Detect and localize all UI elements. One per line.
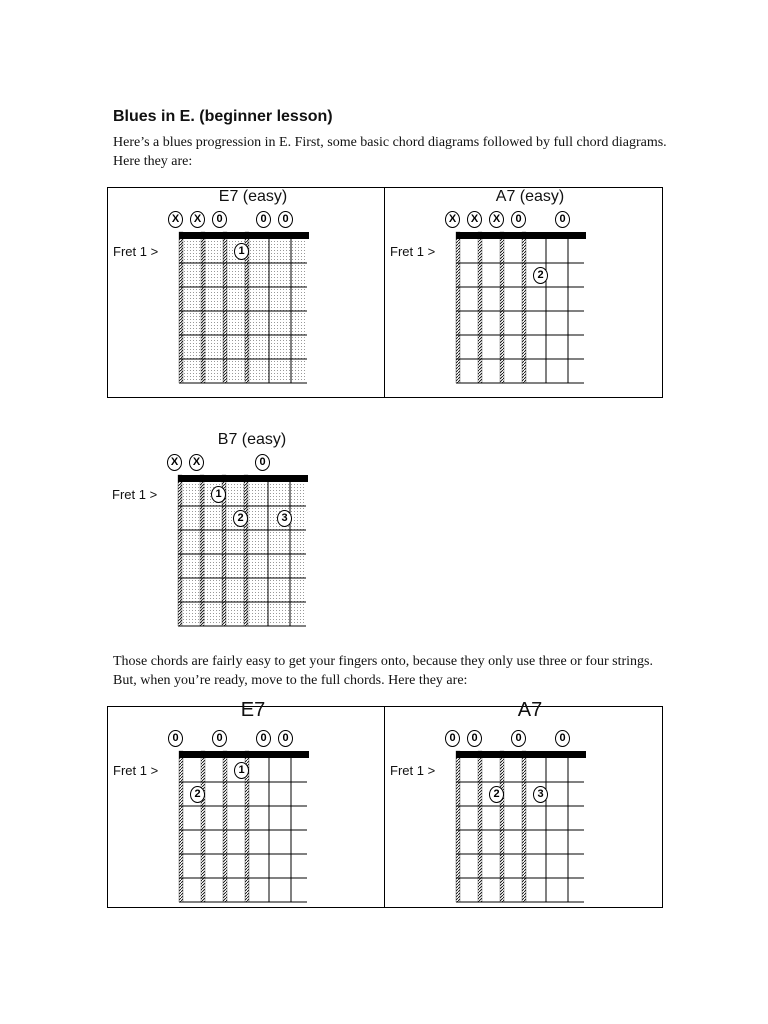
nut-bar [178,475,308,482]
finger-marker: 1 [234,243,249,260]
guitar-string [178,475,182,626]
open-string-marker: 0 [255,454,270,471]
guitar-string [478,751,482,902]
easy-chords-table [107,187,663,398]
guitar-string [568,232,569,383]
guitar-string [546,751,547,902]
guitar-string [568,751,569,902]
chord-diagram-a7-easy [390,188,600,393]
fret-label: Fret 1 > [112,487,158,502]
open-string-marker: 0 [256,730,271,747]
guitar-string [456,751,460,902]
open-string-marker: 0 [212,730,227,747]
finger-marker: 2 [533,267,548,284]
shaded-region [179,239,307,381]
guitar-string [522,232,526,383]
open-string-marker: 0 [278,211,293,228]
transition-paragraph: Those chords are fairly easy to get your fingers onto, because they only use three or four strings. But, when you’re ready, move to the full chords. Here they are: [113,654,654,688]
guitar-string [179,232,183,383]
open-string-marker: 0 [278,730,293,747]
fretboard-svg [452,751,580,911]
intro-paragraph: Here’s a blues progression in E. First, some basic chord diagrams followed by full chord diagrams. Here they are: [113,135,667,169]
guitar-string [201,232,205,383]
open-string-marker: 0 [555,211,570,228]
guitar-string [223,751,227,902]
guitar-string [179,751,183,902]
fret-label: Fret 1 > [113,763,159,778]
nut-bar [456,751,586,758]
guitar-string [478,232,482,383]
guitar-string [500,751,504,902]
guitar-string [244,475,248,626]
finger-marker: 2 [233,510,248,527]
table-divider [384,707,385,907]
chord-name: A7 (easy) [495,188,565,205]
guitar-string [456,232,460,383]
guitar-string [522,751,526,902]
guitar-string [200,475,204,626]
guitar-string [269,751,270,902]
nut-bar [179,232,309,239]
finger-marker: 3 [277,510,292,527]
open-string-marker: 0 [445,730,460,747]
fretboard-svg [174,475,302,635]
chord-name: E7 [240,699,266,721]
fretboard-grid [452,232,580,392]
fretboard-svg [452,232,580,392]
chord-diagram-e7-easy [113,188,323,393]
finger-marker: 2 [489,786,504,803]
guitar-string [223,232,227,383]
guitar-string [201,751,205,902]
guitar-string [268,475,269,626]
muted-string-marker: X [445,211,460,228]
chord-name: B7 (easy) [217,431,287,448]
chord-name: A7 [517,699,543,721]
fret-label: Fret 1 > [113,244,159,259]
muted-string-marker: X [189,454,204,471]
open-string-marker: 0 [555,730,570,747]
chord-diagram-b7-easy [112,431,322,636]
chord-diagram-a7-full [390,699,600,902]
finger-marker: 1 [234,762,249,779]
open-string-marker: 0 [256,211,271,228]
finger-marker: 2 [190,786,205,803]
fretboard-grid [174,475,302,635]
muted-string-marker: X [467,211,482,228]
finger-marker: 1 [211,486,226,503]
guitar-string [290,475,291,626]
open-string-marker: 0 [467,730,482,747]
lesson-title: Blues in E. (beginner lesson) [113,108,333,125]
finger-marker: 3 [533,786,548,803]
fret-label: Fret 1 > [390,244,436,259]
nut-bar [456,232,586,239]
guitar-string [291,751,292,902]
full-chords-table [107,699,663,908]
fret-label: Fret 1 > [390,763,436,778]
muted-string-marker: X [190,211,205,228]
muted-string-marker: X [489,211,504,228]
muted-string-marker: X [167,454,182,471]
open-string-marker: 0 [212,211,227,228]
chord-diagram-e7-full [113,699,323,902]
open-string-marker: 0 [511,730,526,747]
guitar-string [269,232,270,383]
guitar-string [546,232,547,383]
guitar-string [500,232,504,383]
open-string-marker: 0 [511,211,526,228]
table-divider [384,188,385,397]
nut-bar [179,751,309,758]
guitar-string [291,232,292,383]
chord-name: E7 (easy) [218,188,288,205]
shaded-region [178,482,306,624]
muted-string-marker: X [168,211,183,228]
open-string-marker: 0 [168,730,183,747]
fretboard-grid [452,751,580,911]
